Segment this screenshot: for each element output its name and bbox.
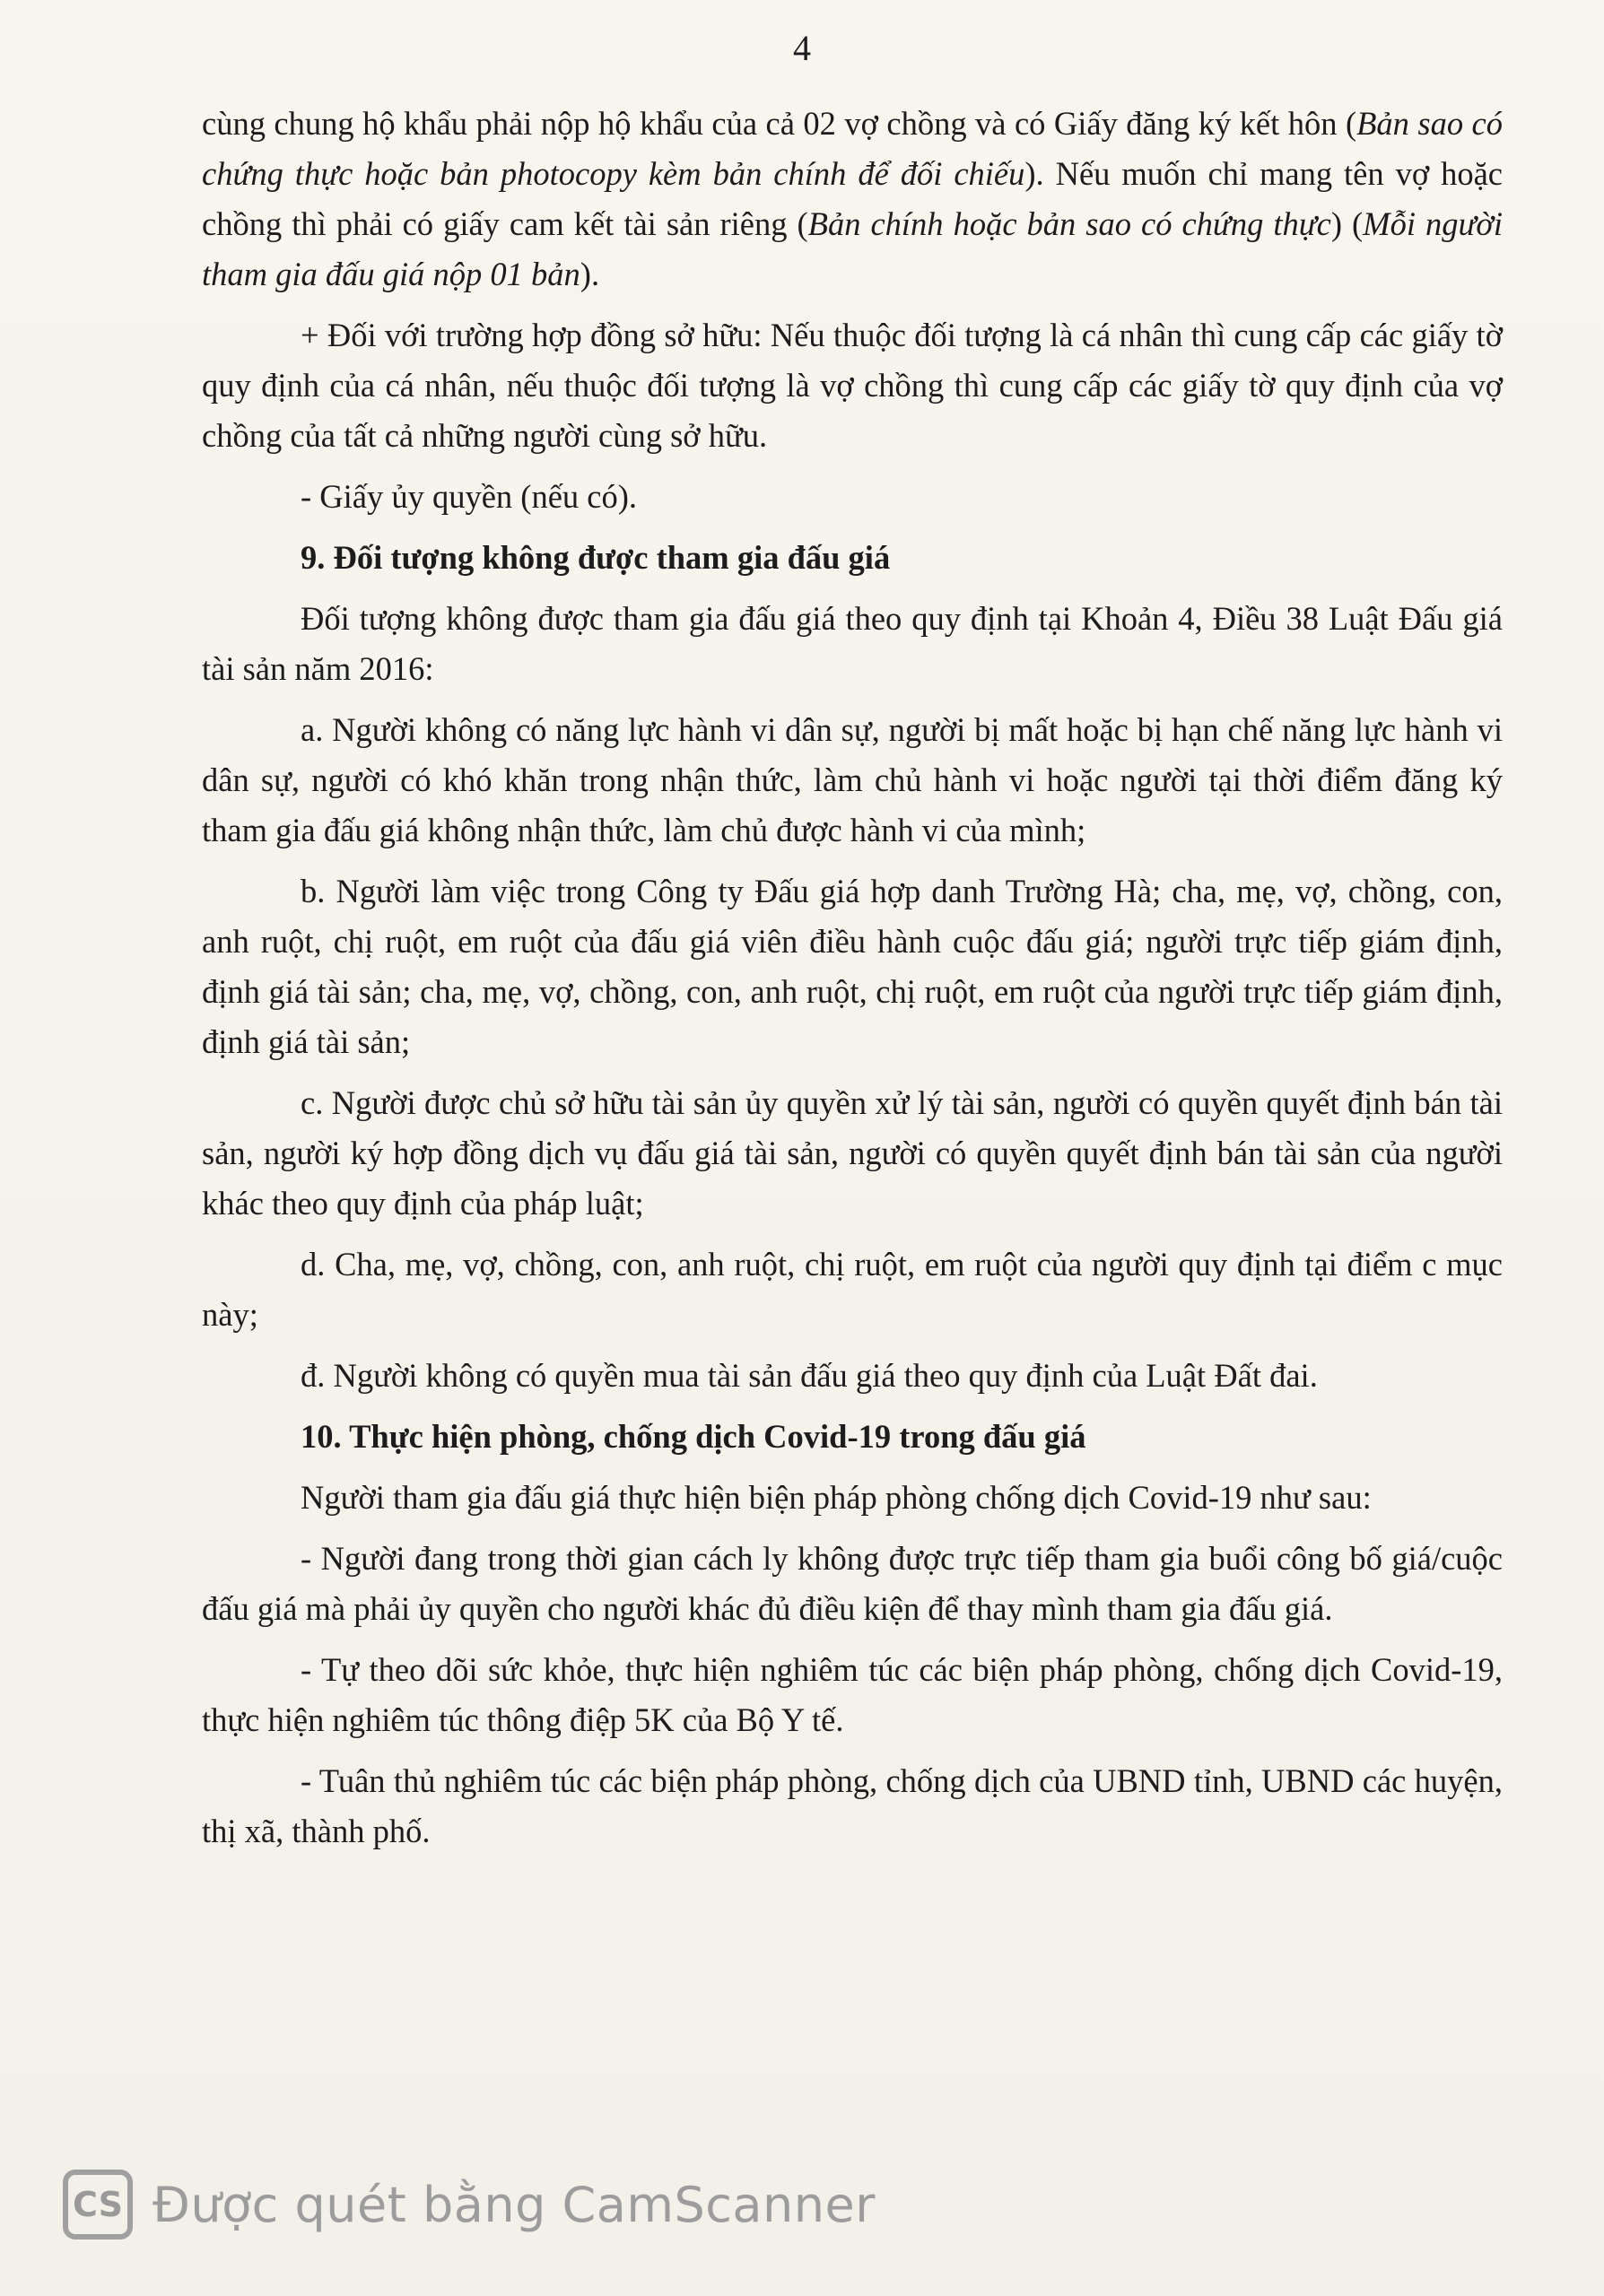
paragraph-item-b: b. Người làm việc trong Công ty Đấu giá hợp danh Trường Hà; cha, mẹ, vợ, chồng, con, anh ruột, chị ruột, em ruột của đấu giá viên điều hành cuộc đấu giá; người trực tiếp giám định, định giá tài sản; cha, mẹ, vợ, chồng, con, anh ruột, chị ruột, em ruột của người trực tiếp giám định, định giá tài sản; [202,873,1503,1060]
paragraph-item-a: a. Người không có năng lực hành vi dân sự, người bị mất hoặc bị hạn chế năng lực hành vi dân sự, người có khó khăn trong nhận thức, làm chủ hành vi hoặc người tại thời điểm đăng ký tham gia đấu giá không nhận thức, làm chủ được hành vi của mình; [202,711,1503,848]
paragraph-compliance: - Tuân thủ nghiêm túc các biện pháp phòng, chống dịch của UBND tỉnh, UBND các huyện, thị xã, thành phố. [202,1762,1503,1849]
paragraph-power-of-attorney: - Giấy ủy quyền (nếu có). [301,478,638,515]
paragraph-co-ownership: + Đối với trường hợp đồng sở hữu: Nếu thuộc đối tượng là cá nhân thì cung cấp các giấy tờ quy định của cá nhân, nếu thuộc đối tượng là vợ chồng thì cung cấp các giấy tờ quy định của vợ chồng của tất cả những người cùng sở hữu. [202,317,1503,454]
paragraph-item-d: d. Cha, mẹ, vợ, chồng, con, anh ruột, chị ruột, em ruột của người quy định tại điểm c mục này; [202,1246,1503,1333]
camscanner-logo-icon: CS [63,2170,133,2239]
watermark-text: Được quét bằng CamScanner [153,2176,876,2233]
paragraph-household: cùng chung hộ khẩu phải nộp hộ khẩu của cả 02 vợ chồng và có Giấy đăng ký kết hôn (Bản sao có chứng thực hoặc bản photocopy kèm bản chính để đối chiếu). Nếu muốn chỉ mang tên vợ hoặc chồng thì phải có giấy cam kết tài sản riêng (Bản chính hoặc bản sao có chứng thực) (Mỗi người tham gia đấu giá nộp 01 bản). [202,105,1504,292]
heading-section-10: 10. Thực hiện phòng, chống dịch Covid-19 trong đấu giá [301,1418,1086,1455]
paragraph-health-monitoring: - Tự theo dõi sức khỏe, thực hiện nghiêm túc các biện pháp phòng, chống dịch Covid-19, thực hiện nghiêm túc thông điệp 5K của Bộ Y tế. [202,1651,1503,1738]
camscanner-watermark [63,2169,876,2240]
paragraph-section-9-intro: Đối tượng không được tham gia đấu giá theo quy định tại Khoản 4, Điều 38 Luật Đấu giá tài sản năm 2016: [202,600,1503,687]
paragraph-quarantine: - Người đang trong thời gian cách ly không được trực tiếp tham gia buổi công bố giá/cuộc đấu giá mà phải ủy quyền cho người khác đủ điều kiện để thay mình tham gia đấu giá. [202,1540,1503,1627]
paragraph-section-10-intro: Người tham gia đấu giá thực hiện biện pháp phòng chống dịch Covid-19 như sau: [301,1479,1372,1516]
paragraph-item-c: c. Người được chủ sở hữu tài sản ủy quyền xử lý tài sản, người có quyền quyết định bán tài sản, người ký hợp đồng dịch vụ đấu giá tài sản, người có quyền quyết định bán tài sản của người khác theo quy định của pháp luật; [202,1084,1503,1222]
heading-section-9: 9. Đối tượng không được tham gia đấu giá [301,539,891,576]
page-number: 4 [793,28,811,68]
document-body [202,99,1503,1867]
paragraph-item-dd: đ. Người không có quyền mua tài sản đấu giá theo quy định của Luật Đất đai. [301,1357,1318,1394]
